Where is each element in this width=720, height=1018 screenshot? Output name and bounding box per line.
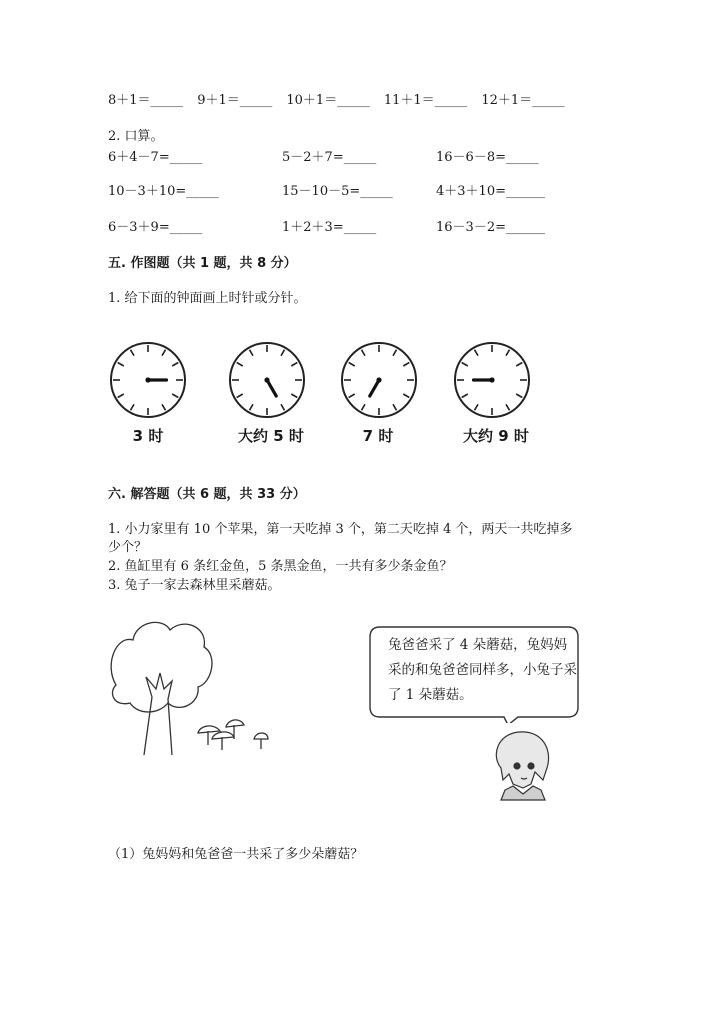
clock-label: 大约 9 时 — [463, 427, 529, 445]
clock-label: 7 时 — [362, 427, 394, 445]
sub-question: （1）兔妈妈和兔爸爸一共采了多少朵蘑菇？ — [108, 847, 364, 862]
clock-label: 3 时 — [132, 427, 164, 445]
oral-cell: 1＋2＋3=_____ — [282, 220, 377, 235]
oral-cell: 6＋4－7=_____ — [108, 150, 203, 165]
addition-row — [108, 89, 565, 108]
clock-faces — [0, 340, 720, 420]
oral-cell: 10－3＋10=_____ — [108, 184, 219, 199]
clock-center — [489, 377, 494, 382]
addition-item: 12＋1＝_____ — [481, 93, 565, 108]
addition-item: 9＋1＝_____ — [197, 93, 273, 108]
clock-center — [376, 377, 381, 382]
oral-cell: 4＋3＋10=______ — [436, 184, 545, 199]
oral-cell: 16－6－8=_____ — [436, 150, 539, 165]
section-title: 五. 作图题（共 1 题，共 8 分） — [108, 256, 297, 271]
question-text: 2. 鱼缸里有 6 条红金鱼，5 条黑金鱼，一共有多少条金鱼？ — [108, 559, 453, 574]
question-text: 3. 兔子一家去森林里采蘑菇。 — [108, 578, 281, 593]
section-title: 六. 解答题（共 6 题，共 33 分） — [108, 487, 306, 502]
question-label: 2. 口算。 — [108, 129, 164, 144]
oral-cell: 15－10－5=_____ — [282, 184, 393, 199]
oral-cell: 6－3＋9=_____ — [108, 220, 203, 235]
addition-item: 11＋1＝_____ — [383, 93, 468, 108]
clock-center — [264, 377, 269, 382]
question-text: 少个？ — [108, 540, 148, 555]
clock-3 — [342, 343, 416, 417]
question-text: 1. 给下面的钟面画上时针或分针。 — [108, 291, 307, 306]
clock-center — [145, 377, 150, 382]
clock-4 — [455, 343, 529, 417]
clock-label: 大约 5 时 — [238, 427, 304, 445]
question-text: 1. 小力家里有 10 个苹果，第一天吃掉 3 个，第二天吃掉 4 个，两天一共吃掉多 — [108, 522, 573, 537]
oral-cell: 5－2＋7=_____ — [282, 150, 377, 165]
oral-cell: 16－3－2=______ — [436, 220, 545, 235]
tree-illustration — [108, 615, 288, 765]
clock-2 — [230, 343, 304, 417]
bubble-text: 兔爸爸采了 4 朵蘑菇，兔妈妈采的和兔爸爸同样多，小兔子采了 1 朵蘑菇。 — [388, 637, 577, 703]
addition-item: 10＋1＝_____ — [286, 93, 370, 108]
addition-item: 8＋1＝_____ — [108, 93, 184, 108]
clock-1 — [111, 343, 185, 417]
girl-avatar — [487, 728, 557, 803]
